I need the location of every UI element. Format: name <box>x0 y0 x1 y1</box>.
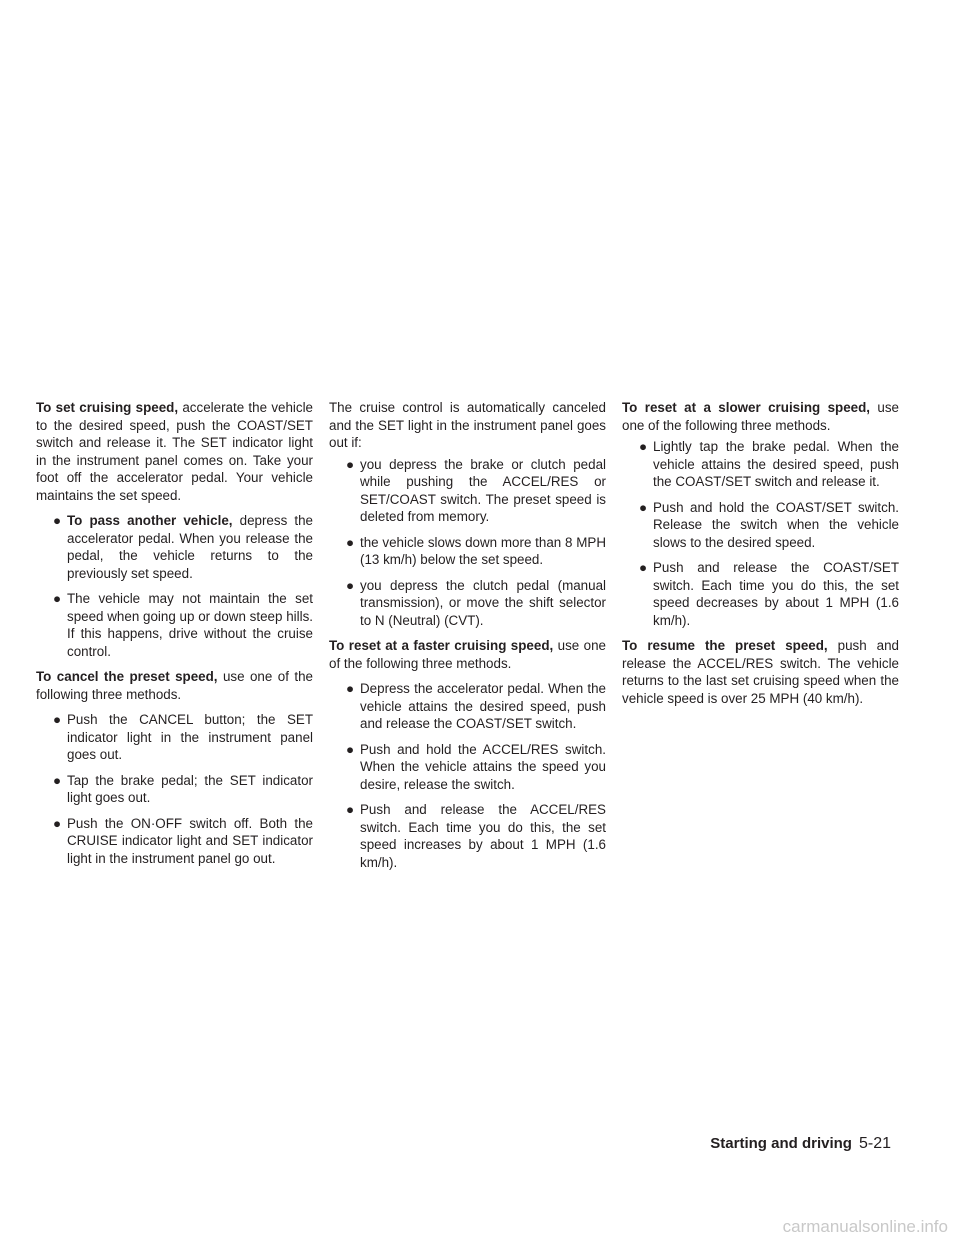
bullet-icon: ● <box>346 577 355 593</box>
list-item <box>329 801 606 871</box>
bullet-icon: ● <box>639 439 648 454</box>
paragraph-reset-slower <box>622 399 899 434</box>
paragraph-set-cruising-speed <box>36 399 313 504</box>
bullet-icon: ● <box>346 681 355 696</box>
heading-pass-another-vehicle: To pass another vehicle, <box>67 513 233 528</box>
column-3 <box>622 399 899 715</box>
list-item <box>329 680 606 733</box>
page-footer <box>710 1135 891 1153</box>
bullet-list <box>329 680 606 871</box>
list-item-text: Push the CANCEL button; the SET indicator light in the instrument panel goes out. <box>67 712 313 762</box>
bullet-icon: ● <box>53 513 62 528</box>
list-item <box>329 534 606 569</box>
watermark: carmanualsonline.info <box>782 1217 948 1236</box>
column-2 <box>329 399 606 879</box>
heading-resume-preset: To resume the preset speed, <box>622 638 828 653</box>
list-item-text: Push the ON·OFF switch off. Both the CRUISE indicator light and SET indicator light in the instrument panel go out. <box>67 815 313 866</box>
list-item <box>36 512 313 582</box>
bullet-list <box>36 512 313 660</box>
list-item-text: Tap the brake pedal; the SET indicator light goes out. <box>67 772 313 805</box>
list-item-text: The vehicle may not maintain the set speed when going up or down steep hills. If this happens, drive without the cruise control. <box>67 591 313 659</box>
paragraph-text: use one of the following three methods. <box>36 669 313 702</box>
paragraph-text: use one of the following three methods. <box>329 638 607 671</box>
paragraph-text: accelerate the vehicle to the desired speed, push the COAST/SET switch and release it. The SET indicator light in the instrument panel comes on. Take your foot off the accelerator pedal. Your vehicle maintains the set speed. <box>36 400 313 503</box>
list-item-text: Depress the accelerator pedal. When the vehicle attains the desired speed, push and release the COAST/SET switch. <box>360 681 606 731</box>
paragraph-cancel-preset-speed <box>36 668 313 703</box>
list-item <box>329 741 606 794</box>
paragraph-text: use one of the following three methods. <box>622 400 899 433</box>
list-item-text: you depress the brake or clutch pedal while pushing the ACCEL/RES or SET/COAST switch. The preset speed is deleted from memory. <box>360 456 606 524</box>
list-item <box>329 456 606 526</box>
paragraph-auto-cancel: The cruise control is automatically canceled and the SET light in the instrument panel goes out if: <box>329 400 606 450</box>
list-item <box>622 559 899 629</box>
column-1 <box>36 399 313 875</box>
bullet-icon: ● <box>346 741 355 757</box>
paragraph-resume-preset <box>622 637 899 707</box>
list-item <box>36 815 313 868</box>
list-item <box>36 711 313 764</box>
list-item-text: Push and release the COAST/SET switch. Each time you do this, the set speed decreases by about 1 MPH (1.6 km/h). <box>653 560 899 628</box>
bullet-icon: ● <box>346 456 355 472</box>
paragraph-text: push and release the ACCEL/RES switch. The vehicle returns to the last set cruising speed when the vehicle speed is over 25 MPH (40 km/h). <box>622 638 899 706</box>
list-item-text: you depress the clutch pedal (manual transmission), or move the shift selector to N (Neutral) (CVT). <box>360 577 606 628</box>
heading-reset-slower: To reset at a slower cruising speed, <box>622 400 871 415</box>
heading-reset-faster: To reset at a faster cruising speed, <box>329 638 554 653</box>
heading-cancel-preset-speed: To cancel the preset speed, <box>36 669 218 684</box>
bullet-list <box>329 456 606 630</box>
bullet-list <box>622 438 899 629</box>
list-item-text: Push and hold the ACCEL/RES switch. When the vehicle attains the speed you desire, release the switch. <box>360 741 606 792</box>
list-item-text: depress the accelerator pedal. When you release the pedal, the vehicle returns to the previously set speed. <box>67 513 314 581</box>
bullet-icon: ● <box>639 499 648 515</box>
bullet-icon: ● <box>639 560 648 575</box>
bullet-icon: ● <box>346 802 355 817</box>
list-item <box>622 499 899 552</box>
paragraph-reset-faster <box>329 637 606 672</box>
bullet-icon: ● <box>53 591 62 606</box>
list-item <box>36 590 313 660</box>
list-item-text: Lightly tap the brake pedal. When the vehicle attains the desired speed, push the COAST/SET switch and release it. <box>653 439 899 489</box>
list-item-text: Push and release the ACCEL/RES switch. Each time you do this, the set speed increases by about 1 MPH (1.6 km/h). <box>360 802 606 870</box>
list-item <box>36 772 313 807</box>
bullet-icon: ● <box>53 712 62 727</box>
bullet-icon: ● <box>53 815 62 831</box>
bullet-icon: ● <box>346 534 355 550</box>
heading-set-cruising-speed: To set cruising speed, <box>36 400 179 415</box>
bullet-list <box>36 711 313 867</box>
list-item-text: the vehicle slows down more than 8 MPH (13 km/h) below the set speed. <box>360 534 606 567</box>
list-item-text: Push and hold the COAST/SET switch. Release the switch when the vehicle slows to the desired speed. <box>653 499 899 550</box>
section-title: Starting and driving <box>710 1135 852 1152</box>
list-item <box>622 438 899 491</box>
bullet-icon: ● <box>53 772 62 788</box>
page-number: 5-21 <box>858 1135 891 1152</box>
list-item <box>329 577 606 630</box>
